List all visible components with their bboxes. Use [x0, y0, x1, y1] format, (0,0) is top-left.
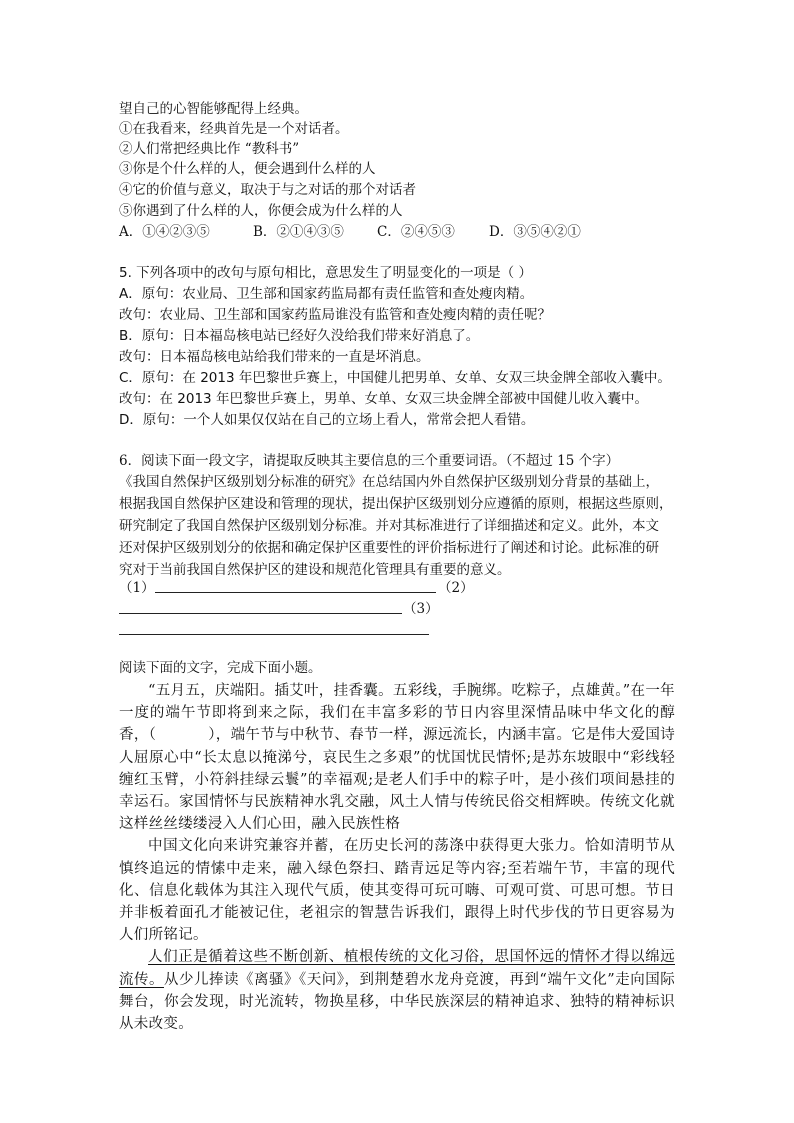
q6-answer-line-2[interactable]	[119, 613, 402, 614]
q6-answer-line-3[interactable]	[119, 634, 429, 635]
q5-line-b-original: B．原句：日本福岛核电站已经好久没给我们带来好消息了。	[119, 328, 480, 344]
reading-intro: 阅读下面的文字，完成下面小题。	[119, 660, 322, 676]
reading-underlined-sentence: 人们正是循着这些不断创新、植根传统的文化习俗，思国怀远的情怀才得以绵远流传。	[119, 949, 675, 988]
q4-option-b: B．②①④③⑤	[253, 224, 344, 240]
q5-line-c-revised: 改句：在 2013 年巴黎世乒赛上，男单、女单、女双三块金牌全部被中国健儿收入囊中。	[119, 391, 648, 407]
q6-blank-label-3: （3）	[403, 601, 439, 617]
reading-paragraph-1	[119, 680, 675, 835]
q4-sentence-5: ⑤你遇到了什么样的人，你便会成为什么样的人	[119, 203, 403, 219]
q5-line-d-original: D．原句：一个人如果仅仅站在自己的立场上看人，常常会把人看错。	[119, 412, 535, 428]
reading-paragraph-3-rest: 从少儿捧读《离骚》《天问》，到荆楚碧水龙舟竞渡，再到“端午文化”走向国际舞台，你会发现，时光流转，物换星移，中华民族深层的精神追求、独特的精神标识从未改变。	[119, 971, 676, 1033]
q4-option-a: A．①④②③⑤	[119, 224, 210, 240]
reading-paragraph-1-part-b: ），端午节与中秋节、春节一样，源远流长，内涵丰富。它是伟大爱国诗人屈原心中“长太息以掩涕兮，哀民生之多艰”的忧国忧民情怀;是苏东坡眼中“彩线轻缠红玉臂，小符斜挂绿云鬟”的幸福观;是老人们手中的粽子叶，是小孩们项间悬挂的幸运石。家国情怀与民族精神水乳交融，风土人情与传统民俗交相辉映。传统文化就这样丝丝缕缕浸入人们心田，融入民族性格	[119, 727, 675, 833]
reading-paragraph-2: 中国文化向来讲究兼容并蓄，在历史长河的荡涤中获得更大张力。恰如清明节从慎终追远的情愫中走来，融入绿色祭扫、踏青远足等内容;至若端午节，丰富的现代化、信息化载体为其注入现代气质，使其变得可玩可嗨、可观可赏、可思可想。节日并非板着面孔才能被记住，老祖宗的智慧告诉我们，跟得上时代步伐的节日更容易为人们所铭记。	[119, 838, 675, 944]
q6-answer-line-1[interactable]	[155, 592, 436, 593]
q6-passage-line-5: 究对于当前我国自然保护区的建设和规范化管理具有重要的意义。	[119, 562, 511, 578]
q6-passage-line-3: 研究制定了我国自然保护区级别划分标准。并对其标准进行了详细描述和定义。此外，本文	[119, 518, 659, 534]
q6-stem: 6．阅读下面一段文字，请提取反映其主要信息的三个重要词语。（不超过 15 个字）	[119, 453, 620, 469]
q4-intro: 望自己的心智能够配得上经典。	[119, 101, 308, 117]
q4-sentence-4: ④它的价值与意义，取决于与之对话的那个对话者	[119, 182, 416, 198]
q5-line-b-revised: 改句：日本福岛核电站给我们带来的一直是坏消息。	[119, 349, 430, 365]
q4-option-c: C．②④⑤③	[377, 224, 455, 240]
q4-sentence-3: ③你是个什么样的人，便会遇到什么样的人	[119, 161, 376, 177]
q6-passage-line-4: 还对保护区级别划分的依据和确定保护区重要性的评价指标进行了阐述和讨论。此标准的研	[119, 540, 659, 556]
q4-sentence-1: ①在我看来，经典首先是一个对话者。	[119, 121, 349, 137]
q6-blank-label-2: （2）	[438, 580, 474, 596]
q6-blank-label-1: （1）	[119, 580, 155, 596]
q4-options	[119, 222, 581, 242]
reading-paragraph-3	[119, 946, 675, 1035]
q4-option-d: D．③⑤④②①	[489, 224, 581, 240]
q5-line-c-original: C．原句：在 2013 年巴黎世乒赛上，中国健儿把男单、女单、女双三块金牌全部收入囊中。	[119, 370, 671, 386]
q5-line-a-original: A．原句：农业局、卫生部和国家药监局都有责任监管和查处瘦肉精。	[119, 286, 534, 302]
reading-passage	[119, 680, 675, 1035]
q5-stem: 5. 下列各项中的改句与原句相比，意思发生了明显变化的一项是（ ）	[119, 265, 532, 281]
q5-line-a-revised: 改句：农业局、卫生部和国家药监局谁没有监管和查处瘦肉精的责任呢？	[119, 307, 551, 323]
q6-passage-line-1: 《我国自然保护区级别划分标准的研究》在总结国内外自然保护区级别划分背景的基础上，	[119, 474, 659, 490]
q6-passage-line-2: 根据我国自然保护区建设和管理的现状，提出保护区级别划分应遵循的原则，根据这些原则，	[119, 496, 673, 512]
reading-paragraph-1-part-a: “五月五，庆端阳。插艾叶，挂香囊。五彩线，手腕绑。吃粽子，点雄黄。”在一年一度的端午节即将到来之际，我们在丰富多彩的节日内容里深情品味中华文化的醇香，（	[119, 683, 675, 744]
q4-sentence-2: ②人们常把经典比作 “教科书”	[119, 141, 300, 157]
